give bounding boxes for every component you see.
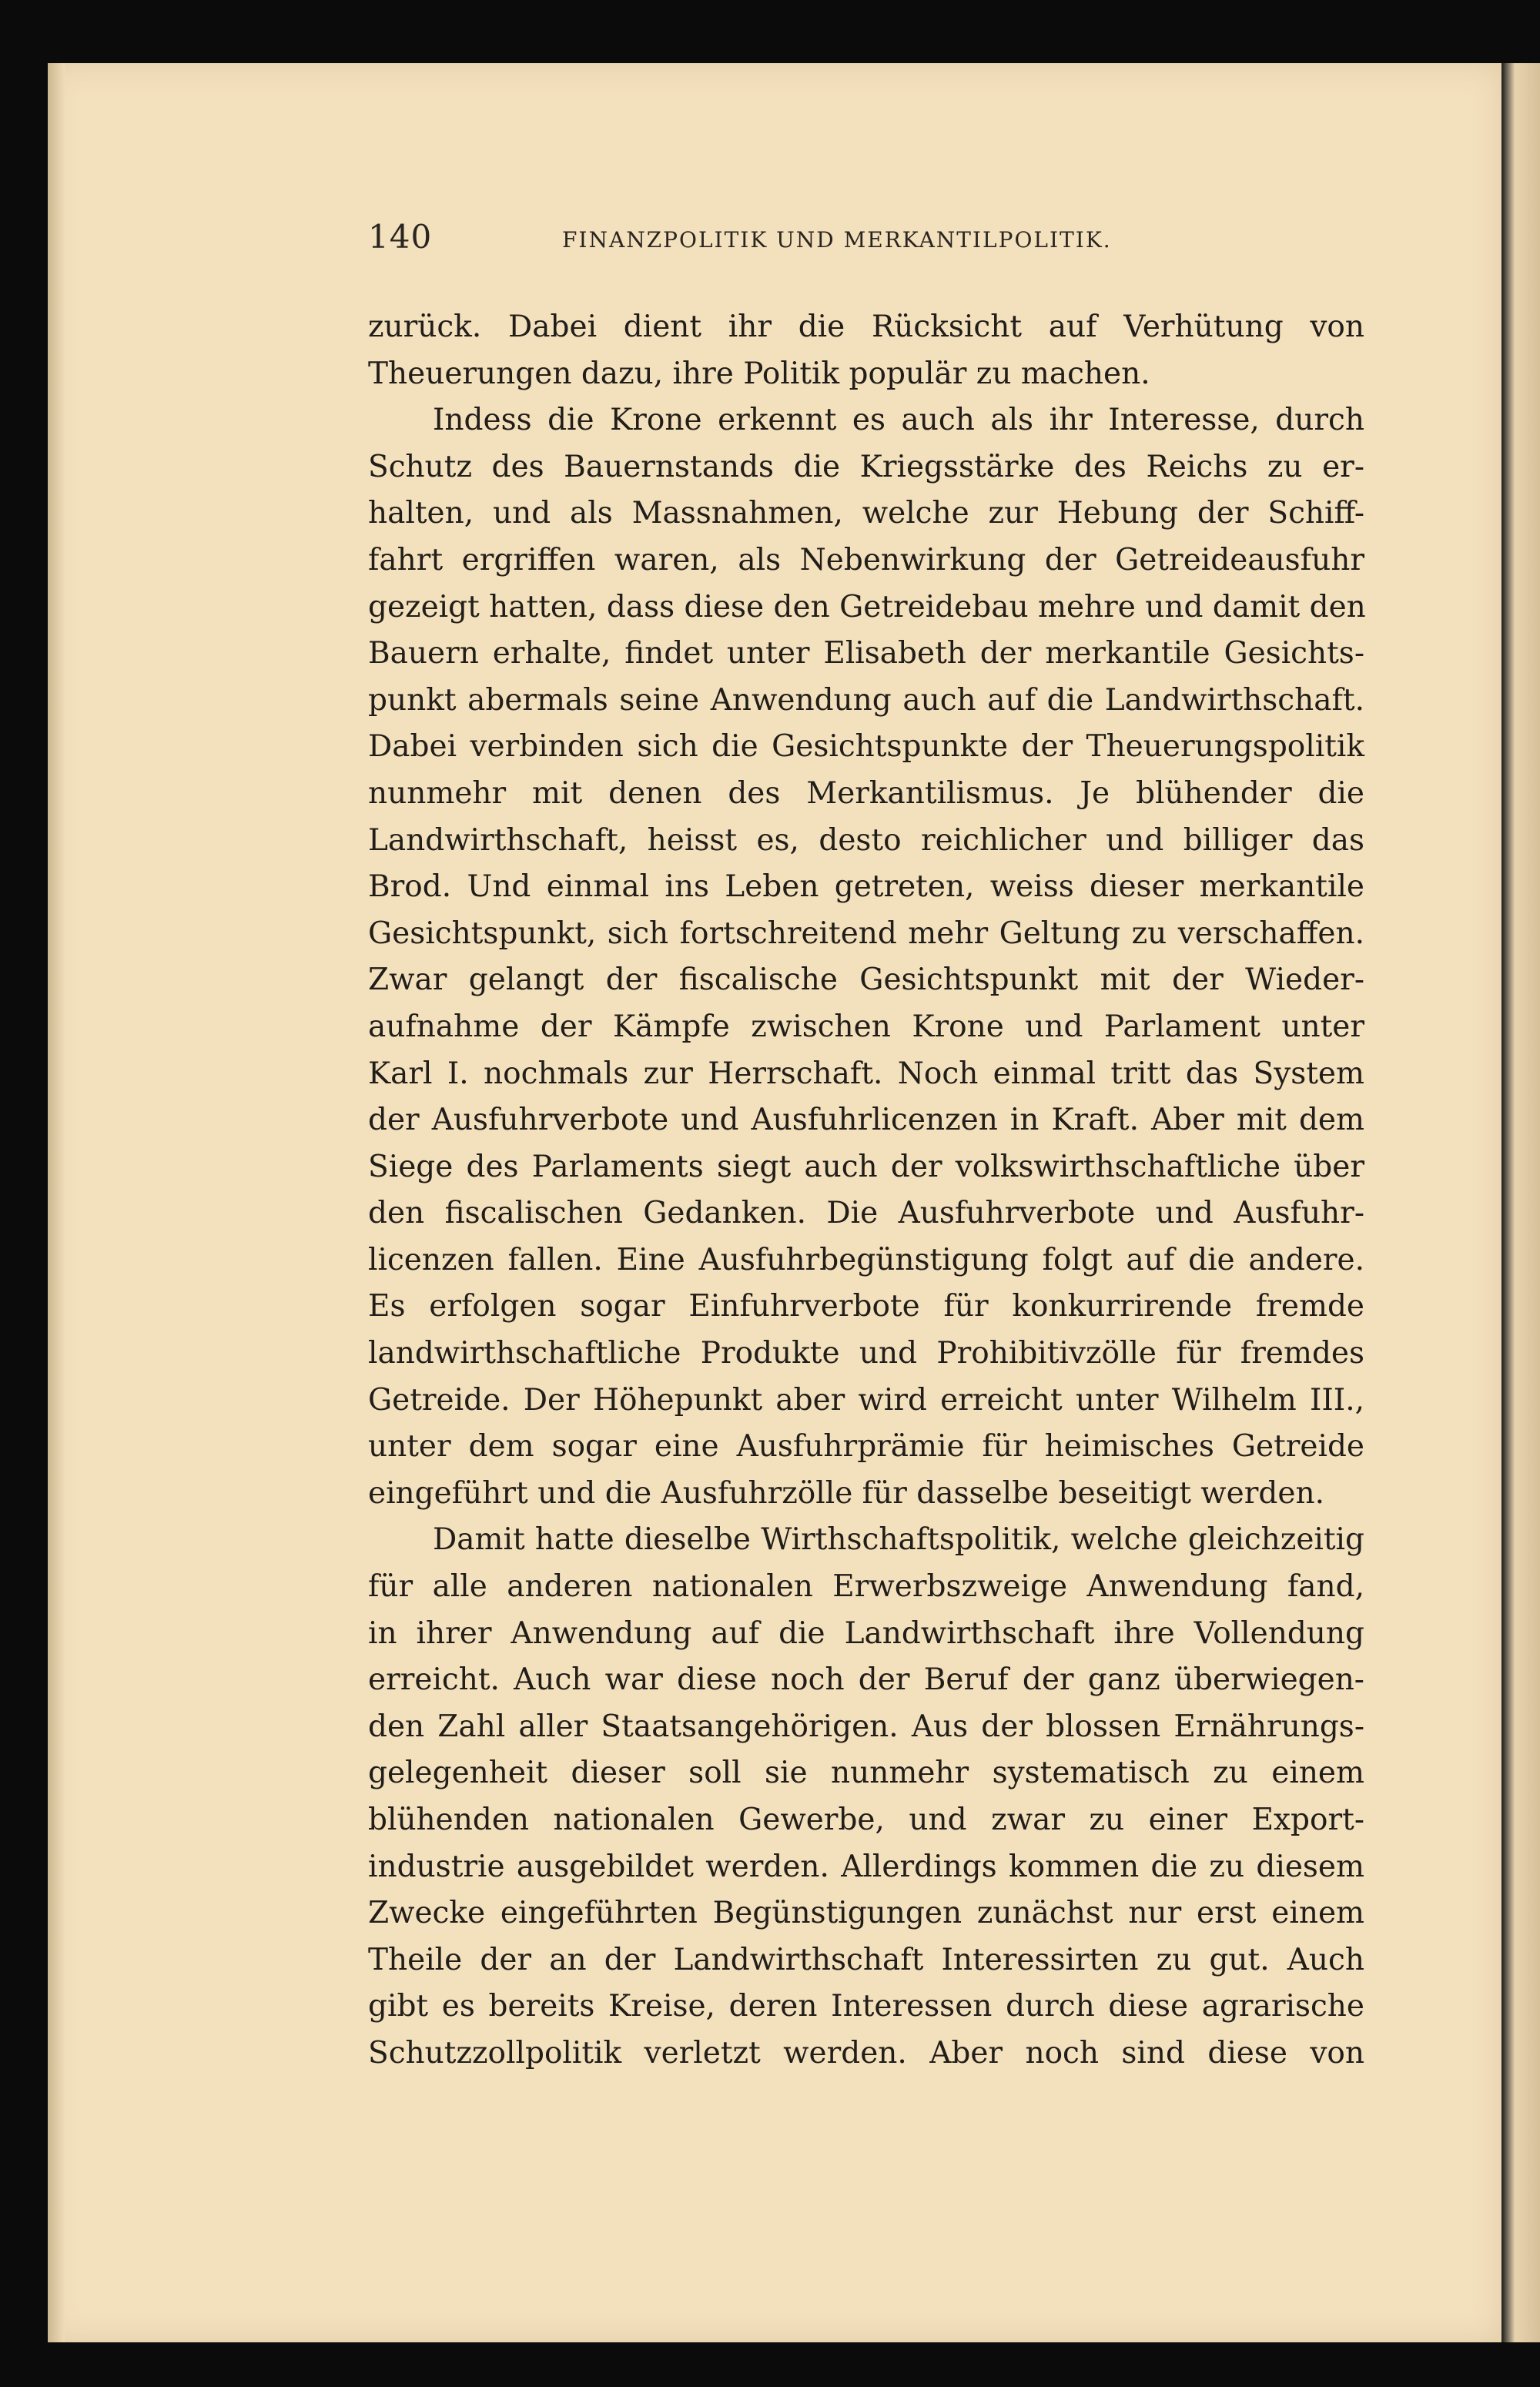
text-line: licenzen fallen. Eine Ausfuhrbegünstigung folgt auf die andere. [368,1242,1364,1277]
text-line: Siege des Parlaments siegt auch der volkswirthschaftliche über [368,1149,1364,1184]
text-line: Damit hatte dieselbe Wirthschaftspolitik, welche gleichzeitig [433,1522,1364,1558]
text-line: blühenden nationalen Gewerbe, und zwar zu einer Export- [368,1803,1364,1837]
text-line: halten, und als Massnahmen, welche zur Hebung der Schiff- [368,496,1364,531]
text-line: Schutzzollpolitik verletzt werden. Aber noch sind diese von [368,2035,1364,2071]
text-line: Dabei verbinden sich die Gesichtspunkte der Theuerungspolitik [368,729,1364,765]
text-line: Gesichtspunkt, sich fortschreitend mehr Geltung zu verschaffen. [368,916,1364,951]
text-line: zurück. Dabei dient ihr die Rücksicht auf Verhütung von [368,310,1364,344]
text-line: der Ausfuhrverbote und Ausfuhrlicenzen in Kraft. Aber mit dem [368,1103,1364,1138]
text-line: Karl I. nochmals zur Herrschaft. Noch einmal tritt das System [368,1056,1364,1091]
text-line: Getreide. Der Höhepunkt aber wird erreicht unter Wilhelm III., [368,1382,1364,1418]
text-line: für alle anderen nationalen Erwerbszweige Anwendung fand, [368,1569,1364,1605]
page-header [368,218,1369,264]
text-line: den Zahl aller Staatsangehörigen. Aus der blossen Ernährungs- [368,1709,1364,1744]
text-line: Brod. Und einmal ins Leben getreten, weiss dieser merkantile [368,869,1364,905]
page-number: 140 [368,218,433,256]
text-line: gezeigt hatten, dass diese den Getreidebau mehre und damit den [368,589,1366,624]
text-line: Theile der an der Landwirthschaft Interessirten zu gut. Auch [368,1942,1364,1977]
text-line: industrie ausgebildet werden. Allerdings kommen die zu diesem [368,1849,1364,1884]
text-line: in ihrer Anwendung auf die Landwirthschaft ihre Vollendung [368,1615,1364,1651]
text-line: Es erfolgen sogar Einfuhrverbote für konkurrirende fremde [368,1289,1364,1324]
text-line: fahrt ergriffen waren, als Nebenwirkung der Getreideausfuhr [368,542,1364,578]
page-gutter [48,63,65,2342]
text-line: erreicht. Auch war diese noch der Beruf der ganz überwiegen- [368,1662,1364,1698]
text-line: unter dem sogar eine Ausfuhrprämie für heimisches Getreide [368,1429,1364,1465]
text-line: Indess die Krone erkennt es auch als ihr Interesse, durch [433,403,1364,438]
text-line: den fiscalischen Gedanken. Die Ausfuhrverbote und Ausfuhr- [368,1196,1364,1231]
text-line: Theuerungen dazu, ihre Politik populär zu machen. [368,356,1150,391]
text-line: aufnahme der Kämpfe zwischen Krone und Parlament unter [368,1009,1364,1044]
page-edge [1502,63,1540,2342]
text-line: Schutz des Bauernstands die Kriegsstärke des Reichs zu er- [368,449,1364,484]
text-line: Zwar gelangt der fiscalische Gesichtspunkt mit der Wieder- [368,962,1364,998]
text-line: Landwirthschaft, heisst es, desto reichlicher und billiger das [368,822,1364,858]
text-line: gibt es bereits Kreise, deren Interessen durch diese agrarische [368,1989,1364,2024]
text-line: Bauern erhalte, findet unter Elisabeth der merkantile Gesichts- [368,636,1364,671]
text-line: gelegenheit dieser soll sie nunmehr systematisch zu einem [368,1756,1364,1791]
text-line: punkt abermals seine Anwendung auch auf die Landwirthschaft. [368,682,1364,718]
text-line: Zwecke eingeführten Begünstigungen zunächst nur erst einem [368,1896,1364,1931]
body-text [368,304,1364,2077]
text-line: eingeführt und die Ausfuhrzölle für dasselbe beseitigt werden. [368,1475,1324,1511]
running-head: FINANZPOLITIK UND MERKANTILPOLITIK. [562,227,1112,253]
text-line: nunmehr mit denen des Merkantilismus. Je blühender die [368,775,1364,811]
text-line: landwirthschaftliche Produkte und Prohibitivzölle für fremdes [368,1336,1364,1371]
